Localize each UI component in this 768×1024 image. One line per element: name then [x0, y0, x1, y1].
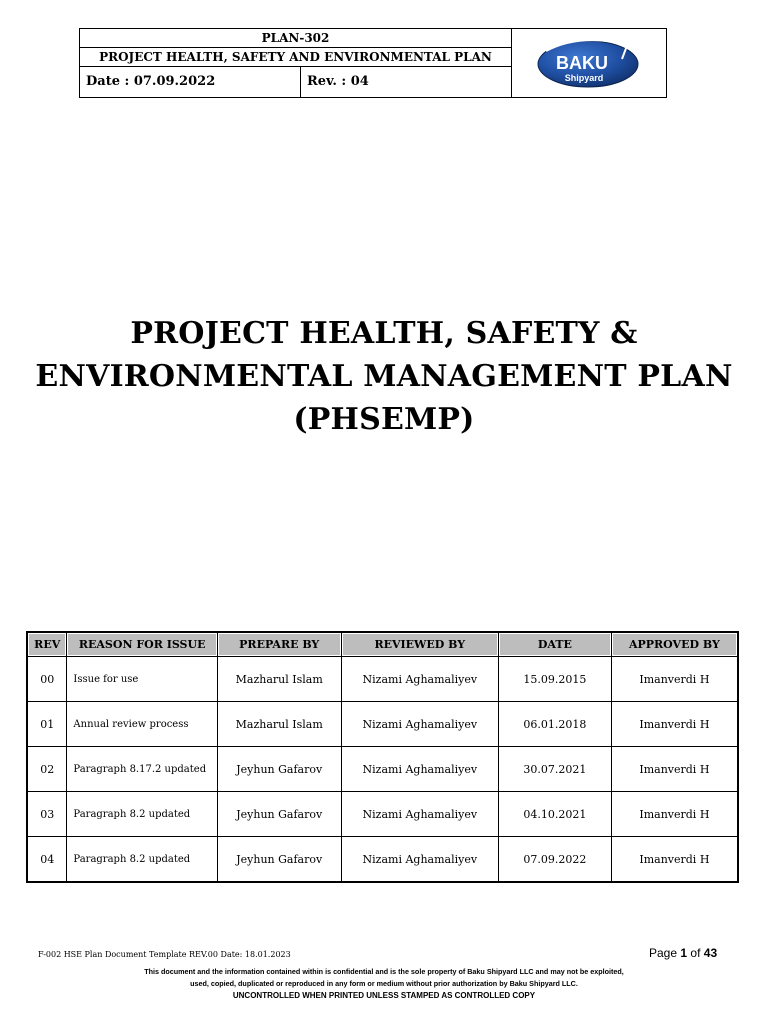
header-info — [80, 29, 512, 97]
title-line-2: ENVIRONMENTAL MANAGEMENT PLAN — [35, 359, 733, 394]
page-number — [649, 946, 717, 960]
reviewed-cell: Nizami Aghamaliyev — [341, 702, 499, 747]
template-reference: F-002 HSE Plan Document Template REV.00 Date: 18.01.2023 — [38, 950, 291, 959]
col-reason: REASON FOR ISSUE — [67, 632, 217, 657]
reason-cell: Issue for use — [67, 657, 217, 702]
page-current: 1 — [680, 946, 688, 960]
col-date: DATE — [499, 632, 612, 657]
reviewed-cell: Nizami Aghamaliyev — [341, 657, 499, 702]
col-reviewed: REVIEWED BY — [341, 632, 499, 657]
rev-cell: 01 — [27, 702, 67, 747]
reviewed-cell: Nizami Aghamaliyev — [341, 747, 499, 792]
uncontrolled-notice: UNCONTROLLED WHEN PRINTED UNLESS STAMPED AS CONTROLLED COPY — [232, 991, 536, 1000]
date-cell: 07.09.2022 — [499, 837, 612, 883]
document-header — [79, 28, 667, 98]
page-total: 43 — [703, 946, 718, 960]
prepared-cell: Jeyhun Gafarov — [217, 747, 341, 792]
table-row — [27, 837, 738, 883]
reason-cell: Annual review process — [67, 702, 217, 747]
table-row — [27, 702, 738, 747]
reason-cell: Paragraph 8.2 updated — [67, 792, 217, 837]
title-line-3: (PHSEMP) — [293, 402, 475, 437]
table-row — [27, 657, 738, 702]
doc-date: Date : 07.09.2022 — [80, 67, 301, 97]
doc-title: PROJECT HEALTH, SAFETY AND ENVIRONMENTAL PLAN — [80, 48, 511, 67]
document-title — [0, 312, 768, 441]
date-cell: 15.09.2015 — [499, 657, 612, 702]
doc-rev: Rev. : 04 — [307, 74, 369, 89]
reviewed-cell: Nizami Aghamaliyev — [341, 837, 499, 883]
logo-text-sub: Shipyard — [564, 73, 604, 83]
approved-cell: Imanverdi H — [611, 747, 738, 792]
date-cell: 06.01.2018 — [499, 702, 612, 747]
table-row — [27, 792, 738, 837]
approved-cell: Imanverdi H — [611, 702, 738, 747]
rev-cell: 02 — [27, 747, 67, 792]
approved-cell: Imanverdi H — [611, 837, 738, 883]
approved-cell: Imanverdi H — [611, 792, 738, 837]
confidential-notice-1: This document and the information contained within is confidential and is the sole property of Baku Shipyard LLC and may not be exploited, — [144, 967, 624, 976]
prepared-cell: Jeyhun Gafarov — [217, 792, 341, 837]
prepared-cell: Mazharul Islam — [217, 702, 341, 747]
revision-table — [26, 631, 739, 883]
prepared-cell: Jeyhun Gafarov — [217, 837, 341, 883]
table-row — [27, 747, 738, 792]
col-approved: APPROVED BY — [611, 632, 738, 657]
reason-cell: Paragraph 8.17.2 updated — [67, 747, 217, 792]
rev-cell: 04 — [27, 837, 67, 883]
date-rev-row — [80, 67, 511, 97]
page-of: of — [690, 946, 701, 960]
revision-table-header — [27, 632, 738, 657]
col-rev: REV — [27, 632, 67, 657]
col-prepared: PREPARE BY — [217, 632, 341, 657]
prepared-cell: Mazharul Islam — [217, 657, 341, 702]
rev-cell: 00 — [27, 657, 67, 702]
page-word: Page — [649, 946, 678, 960]
confidential-notice-2: used, copied, duplicated or reproduced in any form or medium without prior authorization by Baku Shipyard LLC. — [190, 979, 578, 988]
logo-text-main: BAKU — [556, 53, 608, 73]
date-cell: 30.07.2021 — [499, 747, 612, 792]
title-line-1: PROJECT HEALTH, SAFETY & — [130, 316, 638, 351]
reviewed-cell: Nizami Aghamaliyev — [341, 792, 499, 837]
reason-cell: Paragraph 8.2 updated — [67, 837, 217, 883]
baku-shipyard-logo — [512, 29, 667, 97]
rev-cell: 03 — [27, 792, 67, 837]
date-cell: 04.10.2021 — [499, 792, 612, 837]
doc-code: PLAN-302 — [80, 29, 511, 48]
approved-cell: Imanverdi H — [611, 657, 738, 702]
